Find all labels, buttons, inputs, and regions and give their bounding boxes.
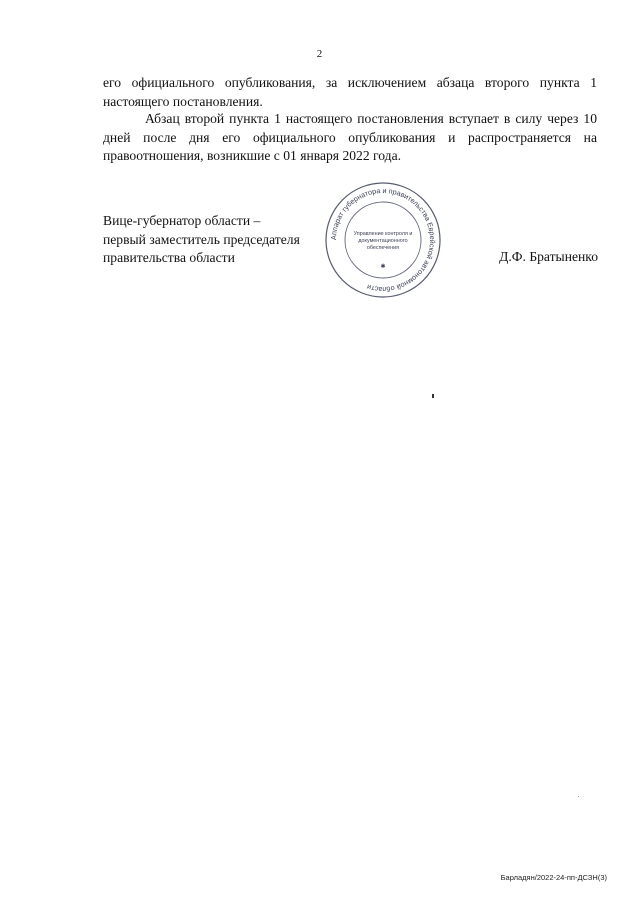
seal-inner-line: Управление контроля и bbox=[353, 231, 413, 237]
seal-outer-text: Аппарат губернатора и правительства Еврейской автономной области bbox=[328, 185, 438, 295]
document-code-footer: Барладян/2022-24-пп-ДСЗН(3) bbox=[500, 873, 607, 882]
page-number: 2 bbox=[316, 48, 323, 60]
seal-inner-line: документационного bbox=[358, 238, 408, 244]
paragraph-continuation: его официального опубликования, за исключением абзаца второго пункта 1 настоящего постановления. bbox=[103, 75, 597, 109]
scan-speck bbox=[432, 394, 434, 398]
signature-position-line: первый заместитель председателя bbox=[103, 231, 300, 247]
scan-speck bbox=[578, 796, 579, 797]
official-seal-stamp bbox=[323, 180, 443, 300]
paragraph-effective-date: Абзац второй пункта 1 настоящего постановления вступает в силу через 10 дней после дня его официального опубликования и распространяется на правоотношения, возникшие с 01 января 2022 года. bbox=[103, 111, 597, 163]
signer-name: Д.Ф. Братыненко bbox=[499, 249, 598, 264]
seal-star-icon: ✱ bbox=[380, 264, 386, 270]
signature-position-line: правительства области bbox=[103, 250, 235, 265]
seal-inner-line: обеспечения bbox=[366, 245, 400, 251]
signature-position bbox=[103, 212, 300, 268]
signature-position-line: Вице-губернатор области – bbox=[103, 213, 261, 228]
